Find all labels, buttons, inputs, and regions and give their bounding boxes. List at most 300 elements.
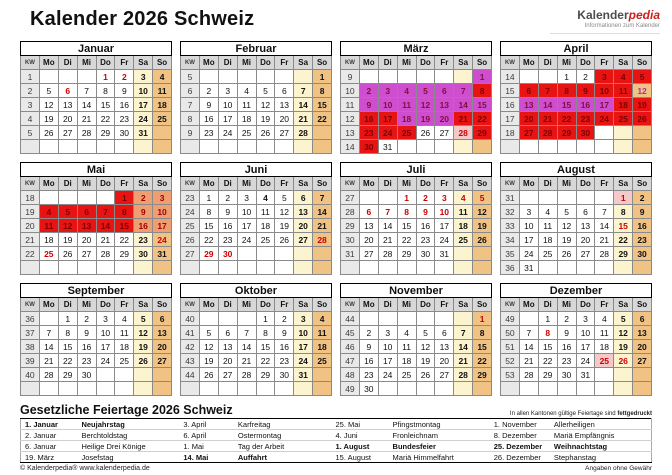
day-cell	[313, 382, 332, 396]
day-cell	[153, 126, 172, 140]
day-cell: 13	[153, 326, 172, 340]
holiday-date: 1. November	[490, 419, 550, 430]
day-cell	[96, 261, 115, 275]
month-title: August	[501, 163, 652, 177]
day-cell	[115, 261, 134, 275]
day-cell: 17	[153, 219, 172, 233]
day-cell	[595, 382, 614, 396]
day-cell: 5	[614, 312, 633, 326]
kalenderpedia-logo[interactable]	[550, 6, 660, 34]
day-cell	[473, 247, 492, 261]
kw-cell: 27	[181, 247, 200, 261]
day-cell: 11	[538, 219, 557, 233]
day-cell: 4	[397, 326, 416, 340]
day-cell	[115, 382, 134, 396]
weekday-header: Mo	[359, 298, 378, 312]
holiday-name: Tag der Arbeit	[234, 441, 332, 452]
weekday-header: Mi	[237, 56, 256, 70]
kw-cell: 28	[341, 205, 360, 219]
weekday-header: Mi	[397, 177, 416, 191]
page-title: Kalender 2026 Schweiz	[30, 8, 255, 30]
day-cell: 30	[77, 368, 96, 382]
kw-cell: 27	[341, 191, 360, 205]
kw-cell: 40	[21, 368, 40, 382]
holiday-date: 25. Dezember	[490, 441, 550, 452]
day-cell	[397, 312, 416, 326]
day-cell: 27	[153, 354, 172, 368]
weekday-header: So	[153, 56, 172, 70]
day-cell: 7	[454, 326, 473, 340]
month-august	[500, 162, 652, 275]
day-cell: 16	[115, 98, 134, 112]
day-cell	[614, 140, 633, 154]
day-cell	[77, 140, 96, 154]
day-cell: 5	[633, 70, 652, 84]
day-cell: 17	[237, 219, 256, 233]
day-cell	[237, 247, 256, 261]
day-cell: 17	[378, 354, 397, 368]
kw-cell	[21, 261, 40, 275]
day-cell: 23	[275, 354, 294, 368]
weekday-header: So	[313, 298, 332, 312]
kw-cell: 14	[501, 70, 520, 84]
day-cell: 13	[435, 340, 454, 354]
kw-cell: 8	[181, 112, 200, 126]
day-cell: 8	[473, 84, 492, 98]
day-cell: 4	[614, 70, 633, 84]
day-cell: 6	[576, 205, 595, 219]
day-cell: 29	[397, 247, 416, 261]
month-title: April	[501, 42, 652, 56]
day-cell	[313, 126, 332, 140]
weekday-header: Sa	[454, 177, 473, 191]
day-cell: 23	[576, 112, 595, 126]
day-cell: 22	[473, 354, 492, 368]
day-cell: 9	[633, 205, 652, 219]
day-cell: 18	[313, 340, 332, 354]
weekday-header: Mi	[557, 177, 576, 191]
day-cell: 9	[557, 326, 576, 340]
day-cell: 15	[473, 98, 492, 112]
kw-cell: 23	[181, 191, 200, 205]
day-cell: 7	[595, 205, 614, 219]
day-cell: 21	[538, 112, 557, 126]
month-title: Juli	[341, 163, 492, 177]
day-cell: 14	[454, 340, 473, 354]
day-cell: 6	[275, 84, 294, 98]
day-cell: 30	[218, 247, 237, 261]
day-cell: 7	[77, 84, 96, 98]
kw-cell: 39	[21, 354, 40, 368]
kw-header: KW	[501, 177, 520, 191]
day-cell: 17	[378, 112, 397, 126]
day-cell: 28	[595, 247, 614, 261]
day-cell: 27	[58, 126, 77, 140]
day-cell: 30	[115, 126, 134, 140]
day-cell	[557, 261, 576, 275]
weekday-header: Do	[256, 56, 275, 70]
weekday-header: Mo	[519, 298, 538, 312]
month-title: November	[341, 284, 492, 298]
weekday-header: Do	[416, 56, 435, 70]
day-cell: 23	[557, 354, 576, 368]
weekday-header: Mo	[39, 177, 58, 191]
weekday-header: Mo	[199, 298, 218, 312]
day-cell	[199, 70, 218, 84]
weekday-header: Do	[576, 177, 595, 191]
weekday-header: Fr	[595, 177, 614, 191]
day-cell: 24	[595, 112, 614, 126]
weekday-header: Mi	[557, 56, 576, 70]
kw-cell: 9	[181, 126, 200, 140]
weekday-header: Di	[58, 298, 77, 312]
day-cell: 29	[473, 126, 492, 140]
day-cell: 16	[134, 219, 153, 233]
day-cell	[256, 261, 275, 275]
day-cell: 26	[39, 126, 58, 140]
day-cell: 10	[576, 326, 595, 340]
kw-cell: 9	[341, 70, 360, 84]
day-cell: 11	[115, 326, 134, 340]
day-cell: 10	[435, 205, 454, 219]
day-cell: 15	[199, 219, 218, 233]
weekday-header: Fr	[595, 56, 614, 70]
day-cell: 25	[595, 354, 614, 368]
day-cell: 27	[435, 126, 454, 140]
kw-cell: 18	[21, 191, 40, 205]
day-cell	[58, 382, 77, 396]
day-cell: 11	[397, 98, 416, 112]
day-cell: 25	[115, 354, 134, 368]
day-cell: 30	[134, 247, 153, 261]
day-cell: 9	[199, 98, 218, 112]
day-cell: 1	[313, 70, 332, 84]
day-cell	[595, 140, 614, 154]
day-cell: 7	[538, 84, 557, 98]
day-cell: 24	[435, 233, 454, 247]
day-cell: 28	[538, 126, 557, 140]
day-cell: 25	[313, 354, 332, 368]
day-cell: 16	[199, 112, 218, 126]
day-cell: 10	[218, 98, 237, 112]
day-cell	[153, 261, 172, 275]
copyright-link[interactable]: © Kalenderpedia® www.kalenderpedia.de	[20, 465, 150, 472]
day-cell	[153, 382, 172, 396]
weekday-header: Di	[378, 56, 397, 70]
day-cell: 10	[378, 340, 397, 354]
day-cell: 13	[58, 98, 77, 112]
day-cell: 11	[397, 340, 416, 354]
day-cell: 30	[557, 368, 576, 382]
month-title: Februar	[181, 42, 332, 56]
weekday-header: Fr	[435, 298, 454, 312]
day-cell: 4	[313, 312, 332, 326]
kw-header: KW	[501, 298, 520, 312]
weekday-header: Sa	[294, 177, 313, 191]
day-cell: 19	[199, 354, 218, 368]
day-cell	[519, 140, 538, 154]
day-cell	[614, 126, 633, 140]
day-cell: 25	[256, 233, 275, 247]
day-cell	[435, 261, 454, 275]
day-cell	[218, 140, 237, 154]
holiday-name: Stephanstag	[553, 452, 597, 462]
day-cell: 8	[397, 205, 416, 219]
day-cell: 17	[576, 340, 595, 354]
weekday-header: So	[473, 56, 492, 70]
day-cell: 6	[58, 84, 77, 98]
day-cell	[538, 261, 557, 275]
day-cell: 9	[115, 84, 134, 98]
kw-cell: 30	[341, 233, 360, 247]
day-cell: 21	[313, 219, 332, 233]
day-cell: 24	[294, 354, 313, 368]
day-cell	[397, 382, 416, 396]
day-cell: 19	[416, 112, 435, 126]
day-cell	[557, 140, 576, 154]
holiday-name: Mariä Empfängnis	[550, 430, 652, 441]
day-cell: 12	[199, 340, 218, 354]
kw-header: KW	[341, 56, 360, 70]
day-cell: 21	[39, 354, 58, 368]
day-cell: 26	[633, 112, 652, 126]
holiday-date: 26. Dezember	[493, 452, 541, 462]
day-cell	[435, 140, 454, 154]
day-cell: 26	[199, 368, 218, 382]
day-cell: 2	[416, 191, 435, 205]
kw-cell: 40	[181, 312, 200, 326]
kw-cell: 10	[341, 84, 360, 98]
kw-cell: 34	[501, 233, 520, 247]
kw-cell: 31	[341, 247, 360, 261]
holiday-date: 6. Januar	[21, 441, 78, 452]
day-cell	[153, 140, 172, 154]
day-cell: 2	[633, 191, 652, 205]
day-cell: 15	[557, 98, 576, 112]
day-cell: 31	[378, 140, 397, 154]
day-cell: 1	[473, 70, 492, 84]
day-cell: 11	[454, 205, 473, 219]
day-cell: 31	[519, 261, 538, 275]
day-cell: 15	[473, 340, 492, 354]
day-cell: 8	[313, 84, 332, 98]
day-cell: 24	[218, 126, 237, 140]
day-cell: 18	[153, 98, 172, 112]
day-cell	[519, 312, 538, 326]
day-cell	[538, 140, 557, 154]
holiday-date: 2. Januar	[21, 430, 78, 441]
day-cell: 12	[416, 98, 435, 112]
day-cell: 24	[576, 354, 595, 368]
kw-cell: 29	[341, 219, 360, 233]
day-cell: 2	[134, 191, 153, 205]
day-cell: 25	[454, 233, 473, 247]
day-cell: 13	[77, 219, 96, 233]
day-cell	[313, 261, 332, 275]
day-cell: 4	[538, 205, 557, 219]
day-cell: 14	[313, 205, 332, 219]
weekday-header: Fr	[115, 177, 134, 191]
day-cell: 30	[359, 140, 378, 154]
day-cell: 22	[538, 354, 557, 368]
day-cell: 3	[237, 191, 256, 205]
day-cell: 18	[237, 112, 256, 126]
day-cell	[633, 126, 652, 140]
day-cell: 25	[153, 112, 172, 126]
day-cell	[595, 126, 614, 140]
day-cell: 4	[237, 84, 256, 98]
day-cell: 16	[359, 354, 378, 368]
day-cell: 24	[519, 247, 538, 261]
day-cell: 5	[39, 84, 58, 98]
day-cell: 21	[595, 233, 614, 247]
month-april	[500, 41, 652, 154]
day-cell	[416, 140, 435, 154]
kw-header: KW	[341, 177, 360, 191]
kw-header: KW	[21, 298, 40, 312]
weekday-header: Do	[256, 298, 275, 312]
day-cell: 7	[237, 326, 256, 340]
weekday-header: Mo	[359, 56, 378, 70]
day-cell: 15	[256, 340, 275, 354]
weekday-header: So	[633, 56, 652, 70]
day-cell: 6	[435, 84, 454, 98]
kw-header: KW	[181, 177, 200, 191]
day-cell: 19	[557, 233, 576, 247]
kw-cell	[501, 382, 520, 396]
kw-cell: 5	[181, 70, 200, 84]
weekday-header: Sa	[614, 298, 633, 312]
kw-cell: 26	[181, 233, 200, 247]
day-cell: 18	[397, 354, 416, 368]
weekday-header: Fr	[435, 56, 454, 70]
day-cell	[614, 368, 633, 382]
day-cell: 19	[134, 340, 153, 354]
day-cell: 14	[519, 340, 538, 354]
day-cell: 28	[39, 368, 58, 382]
day-cell	[294, 261, 313, 275]
day-cell: 24	[96, 354, 115, 368]
weekday-header: Sa	[454, 56, 473, 70]
weekday-header: Do	[416, 298, 435, 312]
legend-note-bold: fettgedruckt	[617, 411, 652, 417]
day-cell: 30	[275, 368, 294, 382]
day-cell: 23	[359, 126, 378, 140]
day-cell: 17	[218, 112, 237, 126]
weekday-header: Mo	[519, 177, 538, 191]
day-cell	[378, 312, 397, 326]
logo-accent-text: pedia	[628, 8, 660, 22]
day-cell	[313, 140, 332, 154]
day-cell: 6	[359, 205, 378, 219]
day-cell: 9	[359, 340, 378, 354]
day-cell	[519, 382, 538, 396]
month-title: Mai	[21, 163, 172, 177]
day-cell: 20	[275, 112, 294, 126]
weekday-header: So	[473, 298, 492, 312]
day-cell: 21	[77, 112, 96, 126]
weekday-header: Di	[58, 56, 77, 70]
day-cell: 3	[134, 70, 153, 84]
day-cell: 25	[538, 247, 557, 261]
day-cell: 20	[58, 112, 77, 126]
holiday-name: Josefstag	[81, 452, 114, 462]
day-cell: 2	[359, 84, 378, 98]
day-cell	[96, 140, 115, 154]
day-cell	[39, 312, 58, 326]
weekday-header: Do	[256, 177, 275, 191]
day-cell: 23	[633, 233, 652, 247]
month-oktober	[180, 283, 332, 396]
logo-wordmark	[550, 9, 660, 23]
day-cell: 8	[115, 205, 134, 219]
day-cell: 28	[454, 368, 473, 382]
day-cell: 27	[576, 247, 595, 261]
logo-text: Kalender	[577, 8, 629, 22]
holiday-name: Ostermontag	[234, 430, 332, 441]
day-cell: 26	[473, 233, 492, 247]
day-cell: 28	[378, 247, 397, 261]
day-cell: 31	[134, 126, 153, 140]
day-cell: 1	[199, 191, 218, 205]
day-cell	[397, 140, 416, 154]
weekday-header: So	[633, 177, 652, 191]
day-cell: 31	[435, 247, 454, 261]
day-cell: 21	[378, 233, 397, 247]
day-cell: 10	[153, 205, 172, 219]
day-cell: 14	[595, 219, 614, 233]
day-cell: 26	[416, 368, 435, 382]
day-cell	[359, 312, 378, 326]
weekday-header: So	[473, 177, 492, 191]
day-cell: 12	[134, 326, 153, 340]
weekday-header: Fr	[435, 177, 454, 191]
day-cell: 15	[115, 219, 134, 233]
day-cell	[153, 368, 172, 382]
day-cell: 27	[633, 354, 652, 368]
day-cell: 27	[435, 368, 454, 382]
day-cell: 23	[359, 368, 378, 382]
day-cell: 27	[275, 126, 294, 140]
day-cell	[595, 191, 614, 205]
day-cell: 22	[557, 112, 576, 126]
day-cell: 13	[435, 98, 454, 112]
day-cell: 27	[77, 247, 96, 261]
weekday-header: Mi	[77, 298, 96, 312]
day-cell	[39, 70, 58, 84]
day-cell: 3	[435, 191, 454, 205]
day-cell	[633, 368, 652, 382]
day-cell: 22	[313, 112, 332, 126]
weekday-header: Mo	[39, 56, 58, 70]
day-cell: 23	[416, 233, 435, 247]
day-cell: 7	[39, 326, 58, 340]
kw-cell: 5	[21, 126, 40, 140]
day-cell: 24	[153, 233, 172, 247]
day-cell: 8	[96, 84, 115, 98]
day-cell	[473, 140, 492, 154]
kw-header: KW	[341, 298, 360, 312]
kw-header: KW	[21, 177, 40, 191]
day-cell: 7	[313, 191, 332, 205]
holiday-name: Mariä Himmelfahrt	[392, 452, 454, 462]
day-cell	[256, 382, 275, 396]
holiday-name: Allerheiligen	[550, 419, 652, 430]
day-cell	[96, 368, 115, 382]
day-cell: 29	[96, 126, 115, 140]
day-cell: 14	[39, 340, 58, 354]
day-cell: 16	[576, 98, 595, 112]
